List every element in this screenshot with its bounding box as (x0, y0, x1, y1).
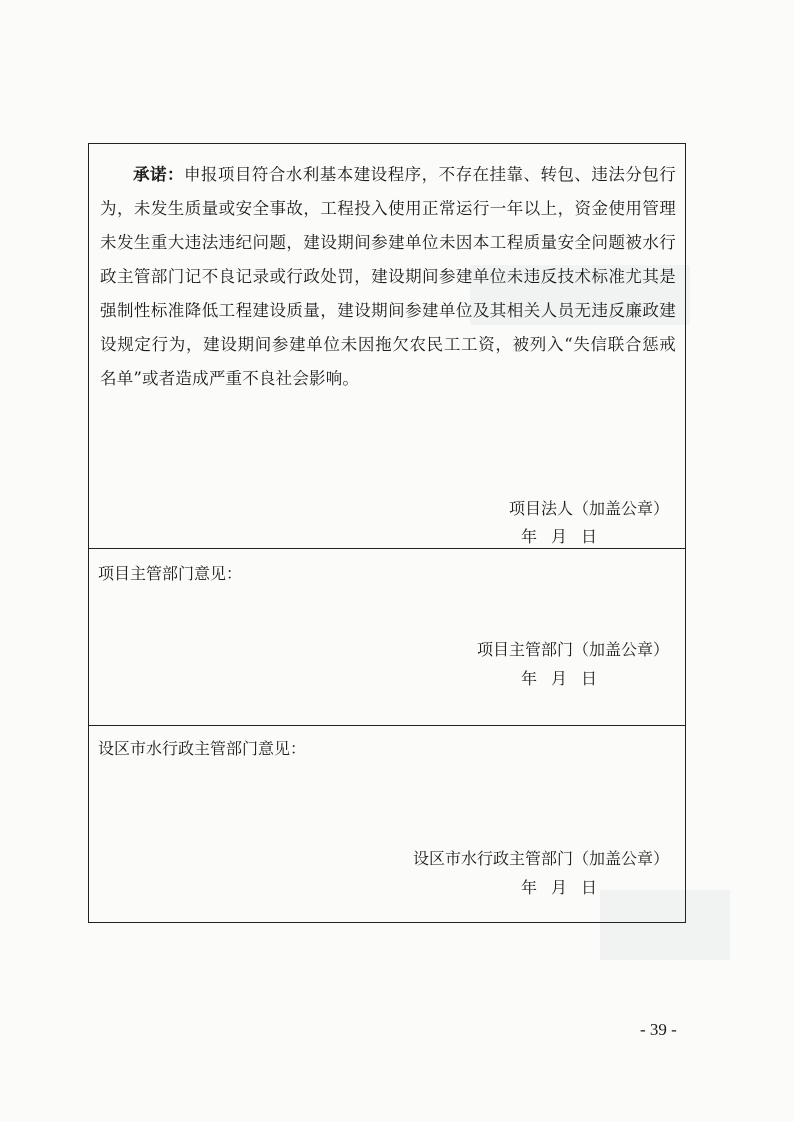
project-legal-person-signature: 项目法人（加盖公章） (508, 499, 669, 518)
commitment-body: 申报项目符合水利基本建设程序，不存在挂靠、转包、违法分包行为，未发生质量或安全事故，工程投入使用正常运行一年以上，资金使用管理未发生重大违法违纪问题，建设期间参建单位未因本工程质量安全问题被水行政主管部门记不良记录或行政处罚，建设期间参建单位未违反技术标准尤其是强制性标准降低工程建设质量，建设期间参建单位及其相关人员无违反廉政建设规定行为，建设期间参建单位未因拖欠农民工工资，被列入“失信联合惩戒名单”或者造成严重不良社会影响。 (100, 165, 676, 388)
date-year: 年 (520, 878, 537, 897)
date-month: 月 (550, 527, 567, 546)
commitment-section (89, 144, 685, 548)
date-day: 日 (580, 527, 597, 546)
dept-signature: 项目主管部门（加盖公章） (476, 640, 669, 659)
date-year: 年 (520, 527, 537, 546)
dept-opinion-section (89, 548, 685, 725)
city-signature: 设区市水行政主管部门（加盖公章） (412, 849, 669, 868)
city-opinion-title: 设区市水行政主管部门意见： (98, 739, 307, 758)
commitment-form-table (88, 143, 686, 923)
date-year: 年 (520, 669, 537, 688)
city-date (521, 875, 597, 898)
date-month: 月 (550, 878, 567, 897)
commitment-label: 承诺： (133, 165, 184, 184)
city-opinion-section (89, 725, 685, 924)
commitment-date (521, 524, 597, 547)
page-number: - 39 - (640, 1020, 677, 1039)
date-day: 日 (580, 878, 597, 897)
dept-opinion-title: 项目主管部门意见： (98, 564, 243, 583)
date-day: 日 (580, 669, 597, 688)
dept-date (521, 666, 597, 689)
commitment-paragraph (100, 158, 676, 396)
date-month: 月 (550, 669, 567, 688)
